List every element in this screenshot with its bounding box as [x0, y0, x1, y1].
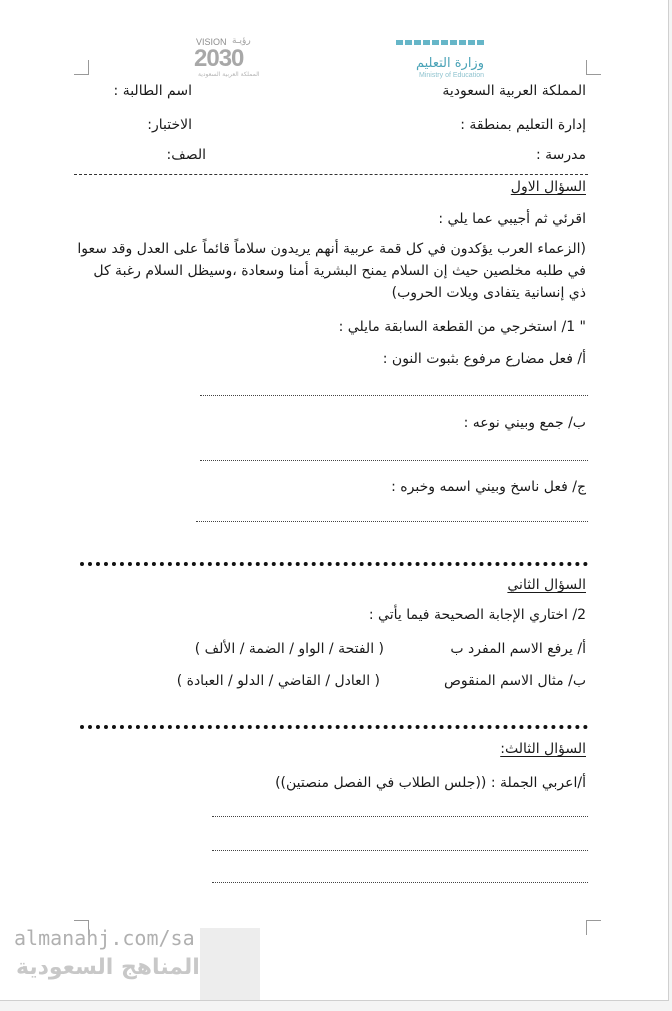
- q1-instruction: اقرئي ثم أجيبي عما يلي :: [438, 211, 586, 227]
- watermark-site: almanahj.com/sa: [14, 926, 195, 950]
- q1-title: السؤال الاول: [510, 179, 586, 195]
- q2-item-b-options[interactable]: ( العادل / القاضي / الدلو / العبادة ): [176, 673, 380, 689]
- header-education-admin: إدارة التعليم بمنطقة :: [460, 117, 586, 133]
- crop-mark-top-right: [586, 60, 601, 75]
- q2-instruction: 2/ اختاري الإجابة الصحيحة فيما يأتي :: [368, 607, 586, 623]
- vision-year: 2030: [194, 45, 244, 72]
- q2-item-a-options[interactable]: ( الفتحة / الواو / الضمة / الألف ): [194, 641, 384, 657]
- ministry-name-ar: وزارة التعليم: [415, 56, 484, 71]
- header-divider: [74, 174, 588, 175]
- q1-item-c: ج/ فعل ناسخ وبيني اسمه وخبره :: [391, 479, 586, 495]
- ministry-of-education-logo: [338, 40, 488, 80]
- q3-answer-line-1[interactable]: [212, 816, 588, 817]
- q1-c-answer-line[interactable]: [196, 521, 588, 522]
- vision-2030-logo: [192, 37, 272, 81]
- watermark-panel: [200, 928, 260, 1000]
- q3-answer-line-3[interactable]: [212, 882, 588, 883]
- ministry-name-en: Ministry of Education: [419, 72, 484, 79]
- section-separator-2: [80, 725, 588, 729]
- q2-item-a: أ/ يرفع الاسم المفرد ب: [450, 641, 586, 657]
- q1-a-answer-line[interactable]: [200, 395, 588, 396]
- watermark-name: المناهج السعودية: [16, 955, 200, 980]
- ministry-logo-mark: [396, 40, 484, 45]
- q2-title: السؤال الثاني: [507, 577, 586, 593]
- header-student-name: اسم الطالبة :: [113, 83, 192, 99]
- q1-passage: (الزعماء العرب يؤكدون في كل قمة عربية أنهم يريدون سلاماً قائماً على العدل وقد سعوا في طلبه مخلصين حيث إن السلام يمنح البشرية أمنا وسعادة ،وسيظل السلام رغبة كل ذي إنسانية يتفادى ويلات الحروب): [77, 241, 586, 301]
- section-separator-1: [80, 562, 588, 566]
- vision-word-ar: رؤيـة: [232, 36, 251, 46]
- q3-answer-line-2[interactable]: [212, 850, 588, 851]
- vision-word: VISION: [196, 37, 227, 47]
- header-class: الصف:: [166, 147, 206, 163]
- q1-item-b: ب/ جمع وبيني نوعه :: [463, 415, 586, 431]
- header-exam: الاختبار:: [147, 117, 192, 133]
- q1-item-a: أ/ فعل مضارع مرفوع بثبوت النون :: [382, 351, 586, 367]
- crop-mark-top-left: [74, 60, 89, 75]
- header-school: مدرسة :: [535, 147, 586, 163]
- header-country: المملكة العربية السعودية: [442, 83, 586, 99]
- crop-mark-bottom-right: [586, 920, 601, 935]
- q2-item-b: ب/ مثال الاسم المنقوص: [443, 673, 586, 689]
- vision-subtitle: المملكة العربية السعودية: [198, 71, 260, 78]
- q1-task: " 1/ استخرجي من القطعة السابقة مايلي :: [338, 319, 586, 335]
- q3-task: أ/اعربي الجملة : ((جلس الطلاب في الفصل منصتين)): [275, 775, 586, 791]
- q3-title: السؤال الثالث:: [500, 741, 586, 757]
- q1-b-answer-line[interactable]: [200, 460, 588, 461]
